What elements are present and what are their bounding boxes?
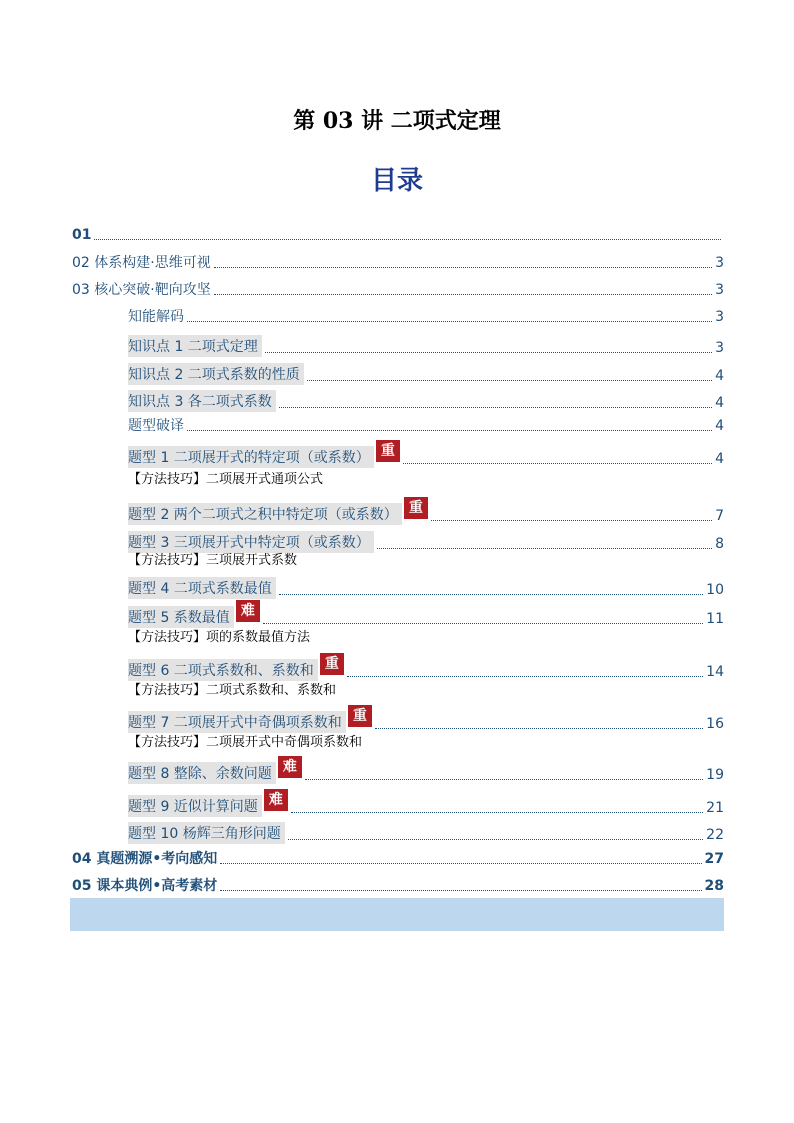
- dot-leader: [279, 406, 712, 408]
- toc-entry-title: [72, 226, 91, 244]
- dot-leader: [403, 462, 712, 464]
- page-number: 21: [706, 800, 724, 816]
- key-point-badge: 重: [348, 705, 372, 727]
- toc-entry[interactable]: [72, 308, 724, 326]
- dot-leader: [187, 320, 712, 322]
- dot-leader: [94, 238, 721, 240]
- page-number: 8: [715, 536, 724, 552]
- toc-entry[interactable]: [72, 577, 724, 599]
- toc-entry[interactable]: [72, 443, 724, 468]
- page-number: 3: [715, 340, 724, 356]
- toc-entry-label: 题型 4 二项式系数最值: [128, 577, 276, 599]
- page-number: 10: [706, 582, 724, 598]
- toc-entry[interactable]: [72, 417, 724, 435]
- toc-entry-label: 题型 5 系数最值: [128, 606, 234, 628]
- key-point-badge: 重: [320, 653, 344, 675]
- dot-leader: [431, 519, 712, 521]
- toc-entry-title: [128, 443, 400, 468]
- dot-leader: [307, 379, 712, 381]
- page-number: 3: [715, 255, 724, 271]
- toc-entry[interactable]: [72, 759, 724, 784]
- toc-entry-label: 题型 6 二项式系数和、系数和: [128, 659, 318, 681]
- dot-leader: [220, 889, 701, 891]
- table-of-contents: [72, 0, 724, 1123]
- page-number: 3: [715, 309, 724, 325]
- dot-leader: [220, 862, 701, 864]
- page-number: 27: [704, 851, 724, 867]
- page-number: 4: [715, 418, 724, 434]
- toc-entry-label: 题型 8 整除、余数问题: [128, 762, 276, 784]
- toc-entry-title: [128, 708, 372, 733]
- toc-entry-label: 题型 9 近似计算问题: [128, 795, 262, 817]
- page-number: 4: [715, 395, 724, 411]
- toc-entry-label: 01: [72, 227, 92, 243]
- toc-entry-title: [128, 335, 262, 357]
- toc-entry[interactable]: [72, 708, 724, 733]
- toc-entry[interactable]: [72, 792, 724, 817]
- toc-entry-title: [72, 281, 211, 299]
- difficult-badge: 难: [278, 756, 302, 778]
- toc-entry-title: [128, 792, 288, 817]
- dot-leader: [214, 293, 712, 295]
- key-point-badge: 重: [404, 497, 428, 519]
- page-number: 4: [715, 451, 724, 467]
- dot-leader: [279, 593, 703, 595]
- dot-leader: [305, 778, 703, 780]
- toc-entry[interactable]: [72, 877, 724, 895]
- toc-entry-title: [128, 822, 285, 844]
- toc-entry[interactable]: [72, 500, 724, 525]
- toc-entry-label: 知识点 3 各二项式系数: [128, 390, 276, 412]
- toc-entry-title: [128, 759, 302, 784]
- toc-entry[interactable]: [72, 281, 724, 299]
- toc-heading: 目录: [370, 166, 423, 196]
- dot-leader: [347, 675, 703, 677]
- difficult-badge: 难: [236, 600, 260, 622]
- page-number: 7: [715, 508, 724, 524]
- toc-entry-label: 03 核心突破·靶向攻坚: [72, 282, 211, 298]
- page-number: 11: [706, 611, 724, 627]
- toc-entry-title: [128, 308, 184, 326]
- toc-entry-title: [128, 656, 344, 681]
- toc-entry-label: 知识点 2 二项式系数的性质: [128, 363, 304, 385]
- method-tip: 【方法技巧】三项展开式系数: [128, 553, 298, 568]
- toc-entry-title: [128, 363, 304, 385]
- toc-entry-label: 题型 10 杨辉三角形问题: [128, 822, 285, 844]
- toc-entry[interactable]: [72, 656, 724, 681]
- toc-entry[interactable]: [72, 531, 724, 553]
- toc-entry-label: 题型 1 二项展开式的特定项（或系数）: [128, 446, 374, 468]
- toc-entry-title: [128, 500, 428, 525]
- toc-entry-label: 02 体系构建·思维可视: [72, 255, 211, 271]
- dot-leader: [263, 622, 703, 624]
- toc-entry-title: [128, 603, 260, 628]
- dot-leader: [288, 838, 703, 840]
- toc-entry-title: [72, 850, 217, 868]
- toc-entry[interactable]: [72, 603, 724, 628]
- toc-entry-title: [128, 531, 374, 553]
- toc-entry-title: [128, 577, 276, 599]
- dot-leader: [375, 727, 703, 729]
- toc-entry-label: 题型 7 二项展开式中奇偶项系数和: [128, 711, 346, 733]
- dot-leader: [291, 811, 703, 813]
- toc-entry[interactable]: [72, 226, 724, 244]
- page-number: 22: [706, 827, 724, 843]
- toc-entry-label: 05 课本典例•高考素材: [72, 878, 218, 894]
- document-title: 第 03 讲 二项式定理: [293, 108, 501, 134]
- section-band: [70, 898, 724, 931]
- method-tip: 【方法技巧】二项展开式中奇偶项系数和: [128, 735, 363, 750]
- page-number: 4: [715, 368, 724, 384]
- toc-entry-title: [72, 254, 211, 272]
- page-number: 16: [706, 716, 724, 732]
- method-tip: 【方法技巧】二项式系数和、系数和: [128, 683, 337, 698]
- toc-entry-label: 04 真题溯源•考向感知: [72, 851, 218, 867]
- toc-entry[interactable]: [72, 850, 724, 868]
- dot-leader: [187, 429, 712, 431]
- page-number: 3: [715, 282, 724, 298]
- dot-leader: [214, 266, 712, 268]
- toc-entry[interactable]: [72, 254, 724, 272]
- page-number: 19: [706, 767, 724, 783]
- toc-entry-label: 题型 3 三项展开式中特定项（或系数）: [128, 531, 374, 553]
- key-point-badge: 重: [376, 440, 400, 462]
- toc-entry-title: [128, 417, 184, 435]
- toc-entry-label: 知识点 1 二项式定理: [128, 335, 262, 357]
- method-tip: 【方法技巧】项的系数最值方法: [128, 630, 311, 645]
- toc-entry[interactable]: [72, 363, 724, 385]
- toc-entry-label: 题型 2 两个二项式之积中特定项（或系数）: [128, 503, 402, 525]
- dot-leader: [265, 351, 712, 353]
- dot-leader: [377, 547, 712, 549]
- toc-entry[interactable]: [72, 390, 724, 412]
- toc-entry-title: [72, 877, 217, 895]
- page-number: 14: [706, 664, 724, 680]
- difficult-badge: 难: [264, 789, 288, 811]
- toc-entry-title: [128, 390, 276, 412]
- toc-entry[interactable]: [72, 822, 724, 844]
- toc-entry-label: 知能解码: [128, 309, 184, 325]
- page-number: 28: [704, 878, 724, 894]
- toc-entry-label: 题型破译: [128, 418, 184, 434]
- method-tip: 【方法技巧】二项展开式通项公式: [128, 472, 324, 487]
- toc-entry[interactable]: [72, 335, 724, 357]
